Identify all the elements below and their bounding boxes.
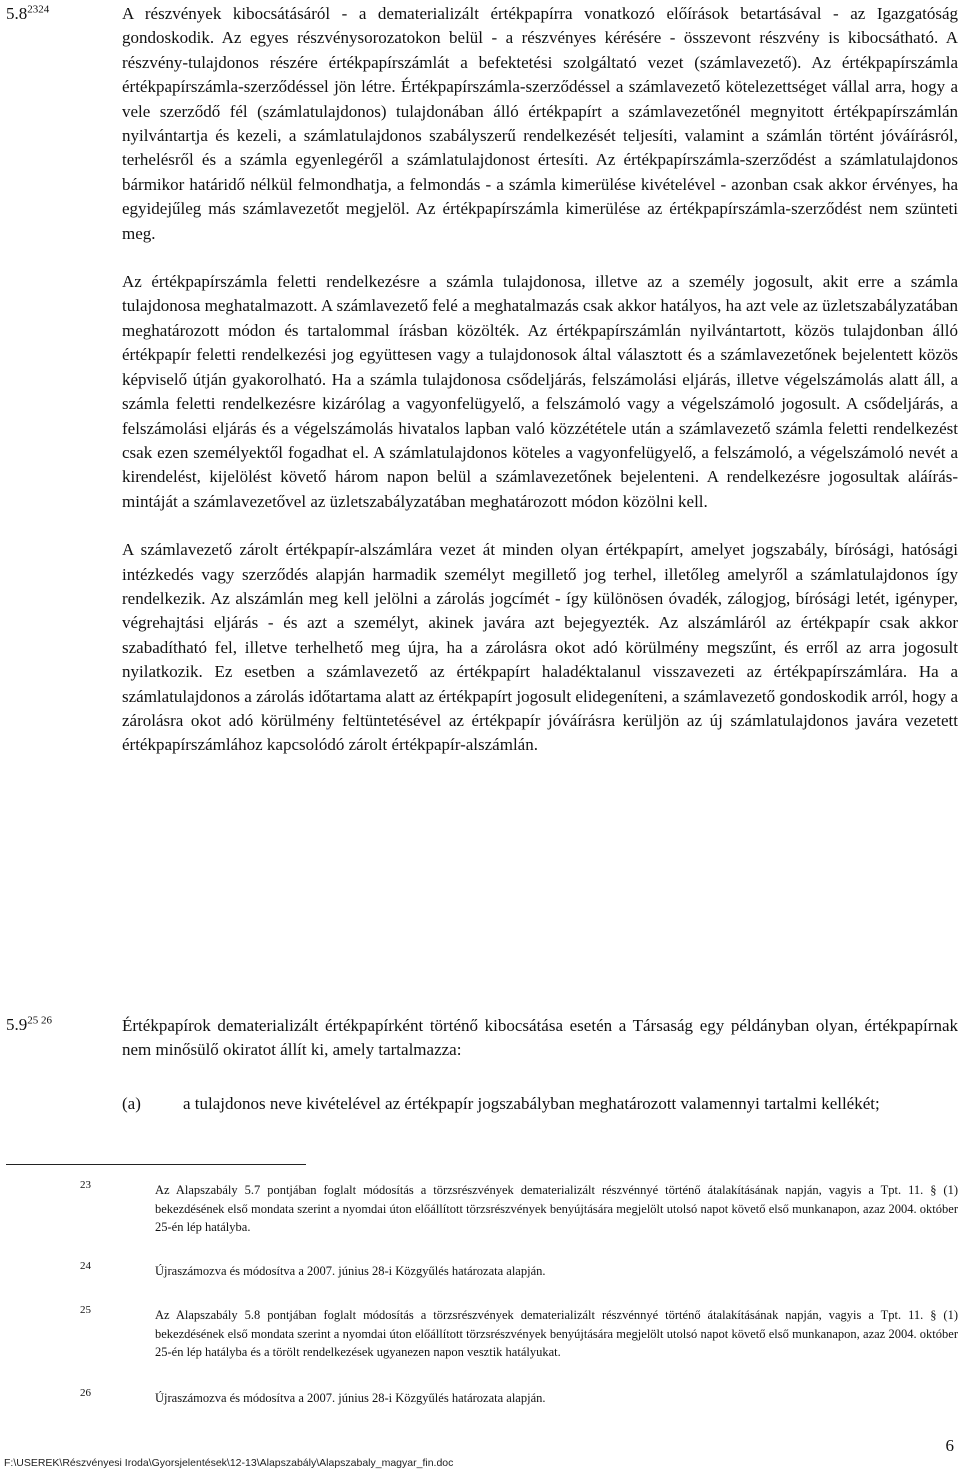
paragraph: A részvények kibocsátásáról - a dematerializált értékpapírra vonatkozó előírások betartásával - az Igazgatóság gondoskodik. Az egyes részvénysorozatokon belül - a részvényes kérésére - összevont részvény is kibocsátható. A részvény-tulajdonos részére értékpapírszámlát a befektetési szolgáltató vezet (számlavezető). Az értékpapírszámla értékpapírszámla-szerződéssel jön létre. Értékpapírszámla-szerződéssel a számlavezető kötelezettséget vállal arra, hogy a vele szerződő fél (számlatulajdonos) tulajdonában álló értékpapírt a számlavezetőnél megnyitott értékpapírszámlán nyilvántartja és kezeli, a számlatulajdonos szabályszerű rendelkezését teljesíti, valamint a számlán történt jóváírásról, terhelésről és a számla egyenlegéről a számlatulajdonost értesíti. Az értékpapírszámla-szerződést a számlatulajdonos bármikor határidő nélkül felmondhatja, a felmondás - a számla kimerülése kivételével - azonban csak akkor érvényes, ha egyidejűleg más számlavezetőt megjelöl. Az értékpapírszámla kimerülése az értékpapírszámla-szerződést nem szünteti meg.	[122, 4, 958, 243]
footer-file-path: F:\USEREK\Részvényesi Iroda\Gyorsjelentések\12-13\Alapszabály\Alapszabaly_magyar_fin.doc	[4, 1457, 454, 1469]
paragraph: Az értékpapírszámla feletti rendelkezésre a számla tulajdonosa, illetve az a személy jogosult, akit erre a számla tulajdonosa meghatalmazott. A számlavezető felé a meghatalmazás csak akkor hatályos, ha azt vele az üzletszabályzatában meghatározott módon és tartalommal írásban közölték. Az értékpapírszámlán nyilvántartott, közös tulajdonban álló értékpapír feletti rendelkezési jog együttesen vagy a tulajdonosok által választott és a számlavezetőnek bejelentett közös képviselő útján gyakorolható. Ha a számla tulajdonosa csődeljárás, felszámolási eljárás, illetve végelszámolás alatt áll, a számla feletti rendelkezésre kizárólag a vagyonfelügyelő, a felszámoló vagy a végelszámoló jogosult. A csődeljárás, a felszámolási eljárás és a végelszámolás hivatalos lapban való közzététele után a számlavezető számla feletti rendelkezést csak ezen személyektől fogadhat el. A számlatulajdonos köteles a vagyonfelügyelő, a felszámoló, a végelszámoló nevét a kirendelést, kijelölést követő három napon belül a számlavezetőnek bejelenteni. A rendelkezésre jogosultak aláírás-mintáját a számlavezetővel az üzletszabályzatában meghatározott módon közölni kell.	[122, 272, 958, 511]
footnote-number: 25	[80, 1304, 91, 1316]
section-5-9-body	[122, 1014, 958, 1063]
footnote-text: Újraszámozva és módosítva a 2007. június 28-i Közgyűlés határozata alapján.	[155, 1264, 546, 1278]
footnote-number: 23	[80, 1179, 91, 1191]
footnote-separator	[6, 1164, 306, 1165]
footnote-ref: 2324	[27, 3, 50, 16]
footnote-text: Az Alapszabály 5.8 pontjában foglalt módosítás a törzsrészvények dematerializált részvénnyé történő átalakításának napján, vagyis a Tpt. 11. § (1) bekezdésének első mondata szerint a nyomdai úton előállított törzsrészvények benyújtására megjelölt utolsó napot követő első munkanapon, azaz 2004. október 25-én lép hatályba és a törölt rendelkezések ugyanezen napon vesztik hatályukat.	[155, 1308, 958, 1359]
section-number: 5.8	[6, 4, 28, 23]
section-number-5-9	[6, 1013, 52, 1037]
paragraph: Értékpapírok dematerializált értékpapírként történő kibocsátása esetén a Társaság egy példányban olyan, értékpapírnak nem minősülő okiratot állít ki, amely tartalmazza:	[122, 1016, 958, 1060]
section-5-8-body	[122, 0, 958, 782]
footnote-text: Újraszámozva és módosítva a 2007. június 28-i Közgyűlés határozata alapján.	[155, 1391, 546, 1405]
footnote-number: 24	[80, 1260, 91, 1272]
page-number: 6	[945, 1436, 954, 1455]
section-number-5-8	[6, 2, 49, 26]
list-item-text: a tulajdonos neve kivételével az értékpapír jogszabályban meghatározott valamennyi tartalmi kellékét;	[183, 1094, 880, 1113]
footnote-number: 26	[80, 1387, 91, 1399]
footnote-text: Az Alapszabály 5.7 pontjában foglalt módosítás a törzsrészvények dematerializált részvénnyé történő átalakításának napján, vagyis a Tpt. 11. § (1) bekezdésének első mondata szerint a nyomdai úton előállított törzsrészvények benyújtására megjelölt utolsó napot követő első munkanapon, azaz 2004. október 25-én lép hatályba.	[155, 1183, 958, 1234]
footnote-ref: 25 26	[27, 1014, 52, 1027]
paragraph: A számlavezető zárolt értékpapír-alszámlára vezet át minden olyan értékpapírt, amelyet jogszabály, bírósági, hatósági intézkedés vagy szerződés alapján harmadik személyt megillető jog terhel, illetőleg amelyről a számlatulajdonos így rendelkezik. Az alszámlán meg kell jelölni a zárolás jogcímét - így különösen óvadék, zálogjog, bírósági letét, igényper, végrehajtási eljárás - és azt a személyt, akinek javára azt bejegyezték. Az alszámláról az értékpapír csak akkor szabadítható fel, illetve terhelhető meg újra, ha a zárolásra okot adó körülmény megszűnt, és erről az arra jogosult nyilatkozik. Ez esetben a számlavezető az értékpapírt haladéktalanul visszavezeti az értékpapírszámlára. Ha a számlatulajdonos a zárolás időtartama alatt az értékpapírt jogosult elidegeníteni, a számlavezető gondoskodik arról, hogy a zárolásra okot adó körülmény feltüntetésével az értékpapír jóváírásra kerüljön az új számlatulajdonos javára vezetett értékpapírszámlához kapcsolódó zárolt értékpapír-alszámlán.	[122, 540, 958, 755]
list-item-label: (a)	[122, 1094, 141, 1113]
section-number: 5.9	[6, 1015, 28, 1034]
